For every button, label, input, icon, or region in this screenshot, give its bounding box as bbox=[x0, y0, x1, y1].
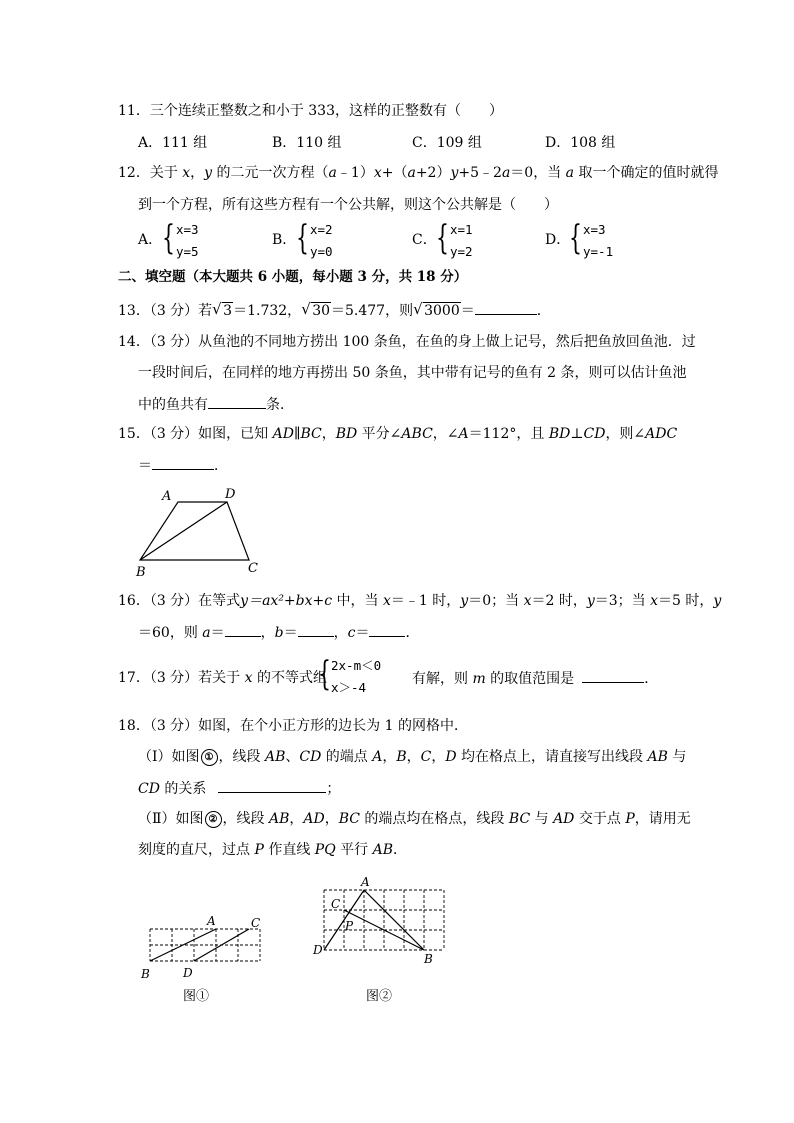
q11-option-a: A．111 组 bbox=[138, 135, 208, 151]
q17-text-right: 有解，则 m 的取值范围是 ． bbox=[412, 668, 658, 689]
q17-answer-blank bbox=[582, 668, 644, 683]
figure2-grid bbox=[324, 890, 444, 950]
q12-stem-line2: 到一个方程，所有这些方程有一个公共解，则这个公共解是（ ） bbox=[138, 197, 558, 213]
q15-answer-blank bbox=[152, 455, 214, 470]
q13-answer-blank bbox=[475, 300, 537, 315]
q12-stem-line1: 12．关于 x，y 的二元一次方程（a﹣1）x+（a+2）y+5﹣2a＝0，当 a 取一个确定的值时就得 bbox=[118, 165, 719, 181]
q18-figure-2 bbox=[308, 874, 458, 1004]
q18-part2-line1: （Ⅱ）如图 ② ，线段 AB，AD，BC 的端点均在格点，线段 BC 与 AD 交于点 P，请用无 bbox=[138, 811, 691, 827]
q16-blank-c bbox=[369, 622, 405, 637]
q11-option-c: C．109 组 bbox=[412, 135, 482, 151]
q18-part1-line1: （Ⅰ）如图 ① ，线段 AB、CD 的端点 A，B，C，D 均在格点上，请直接写出线段 AB 与 bbox=[138, 749, 687, 765]
q15-label-d: D bbox=[225, 487, 236, 502]
q11-stem: 11．三个连续正整数之和小于 333，这样的正整数有（ ） bbox=[118, 103, 503, 119]
figure2-label-a: A bbox=[361, 875, 370, 889]
q18-answer-blank bbox=[218, 778, 326, 793]
figure1-label-d: D bbox=[183, 966, 193, 980]
q15-trapezoid-figure bbox=[130, 484, 270, 580]
q18-figure-1 bbox=[138, 908, 268, 1008]
q18-line1: 18．（3 分）如图，在个小正方形的边长为 1 的网格中． bbox=[118, 718, 468, 734]
q15-label-a: A bbox=[162, 489, 172, 504]
q15-line2: ＝ ． bbox=[138, 455, 228, 476]
circled-one-marker: ① bbox=[201, 749, 218, 766]
figure1-caption: 图① bbox=[183, 989, 210, 1004]
figure2-caption: 图② bbox=[366, 989, 393, 1004]
figure2-label-c: C bbox=[331, 897, 341, 911]
q15-line1: 15．（3 分）如图，已知 AD∥BC，BD 平分∠ABC，∠A＝112°，且 BD⊥CD，则∠ADC bbox=[118, 426, 678, 442]
figure2-label-b: B bbox=[424, 952, 433, 966]
q16-blank-b bbox=[298, 622, 334, 637]
q18-part2-line2: 刻度的直尺，过点 P 作直线 PQ 平行 AB． bbox=[138, 842, 407, 858]
q14-line2: 一段时间后，在同样的地方再捞出 50 条鱼，其中带有记号的鱼有 2 条，则可以估计鱼池 bbox=[138, 365, 687, 381]
q16-line2: ＝60，则 a＝ ，b＝ ，c＝ ． bbox=[138, 622, 419, 643]
q14-answer-blank bbox=[208, 394, 266, 409]
q17-text-left: 17．（3 分）若关于 x 的不等式组 bbox=[118, 670, 327, 686]
q11-option-d: D．108 组 bbox=[545, 135, 616, 151]
figure2-label-p: P bbox=[345, 919, 354, 933]
q11-option-b: B．110 组 bbox=[272, 135, 342, 151]
figure1-label-b: B bbox=[141, 967, 150, 981]
figure1-label-c: C bbox=[251, 916, 261, 930]
q15-label-c: C bbox=[248, 561, 258, 576]
figure2-label-d: D bbox=[313, 943, 323, 957]
q14-line3: 中的鱼共有 条． bbox=[138, 394, 294, 415]
circled-two-marker: ② bbox=[205, 811, 222, 828]
q18-part1-line2: CD 的关系 ； bbox=[138, 778, 340, 799]
section-2-heading: 二、填空题（本大题共 6 小题，每小题 3 分，共 18 分） bbox=[118, 269, 468, 285]
q13: 13．（3 分）若√ 3＝1.732，√ 30＝5.477，则√ 3000＝ ． bbox=[118, 300, 551, 321]
q16-line1: 16．（3 分）在等式y＝ax²+bx+c 中，当 x＝﹣1 时，y＝0；当 x＝2 时，y＝3；当 x＝5 时，y bbox=[118, 593, 722, 609]
figure1-label-a: A bbox=[207, 914, 216, 928]
q16-blank-a bbox=[225, 622, 261, 637]
q15-label-b: B bbox=[136, 565, 146, 580]
q14-line1: 14．（3 分）从鱼池的不同地方捞出 100 条鱼，在鱼的身上做上记号，然后把鱼放回鱼池．过 bbox=[118, 334, 696, 350]
